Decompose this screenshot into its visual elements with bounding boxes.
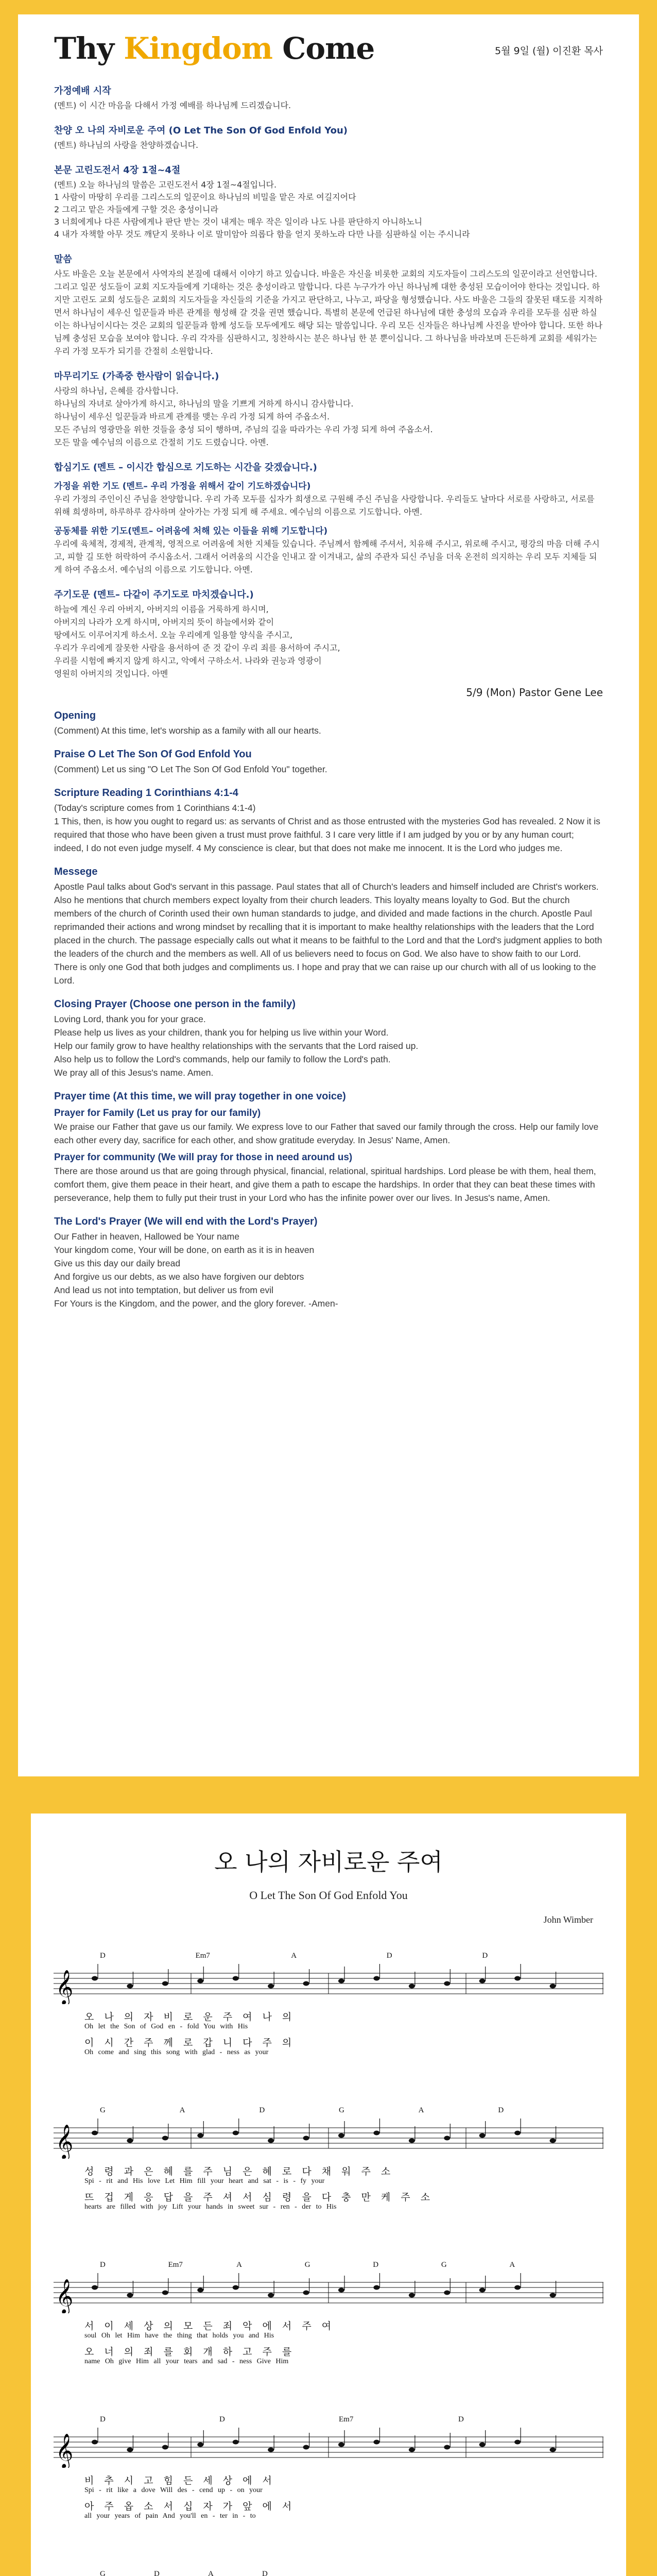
- song-composer: John Wimber: [543, 1914, 593, 1925]
- note-head: [92, 2131, 98, 2136]
- en-closing-line: Please help us lives as your children, thank you for helping us live within your Word.: [54, 1027, 389, 1038]
- staff: [54, 1963, 603, 2004]
- note-head: [514, 2440, 521, 2445]
- note-head: [92, 2440, 98, 2445]
- ko-scripture-title: 본문 고린도전서 4장 1절~4절: [54, 165, 181, 176]
- ko-scripture: [54, 163, 603, 241]
- song-subtitle: O Let The Son Of God Enfold You: [249, 1889, 408, 1902]
- en-praise-title: Praise O Let The Son Of God Enfold You: [54, 749, 252, 760]
- en-opening-text: (Comment) At this time, let's worship as a family with all our hearts.: [54, 725, 321, 736]
- ko-family-title: 가정을 위한 기도 (멘트– 우리 가정을 위해서 같이 기도하겠습니다): [54, 481, 311, 492]
- note-head: [444, 2136, 450, 2141]
- en-lords-line: For Yours is the Kingdom, and the power, and the glory forever. -Amen-: [54, 1298, 338, 1309]
- note-head: [197, 1979, 203, 1984]
- note-head: [92, 2285, 98, 2290]
- chord-symbol: A: [418, 2106, 424, 2114]
- note-head: [479, 2288, 486, 2293]
- en-time-title: Prayer time (At this time, we will pray together in one voice): [54, 1091, 346, 1102]
- chord-symbol: G: [304, 2261, 310, 2269]
- note-head: [197, 2133, 203, 2138]
- note-head: [127, 2448, 133, 2452]
- en-scripture-line: 1 This, then, is how you ought to regard us: as servants of Christ and as those entrusted with the mysteries God has revealed. 2 Now it is required that those who have been given a trust must prove faithful. 3 I care very little if I am judged by you or by any human court; indeed, I do not even judge myself. 4 My conscience is clear, but that does not make me innocent. It is the Lord who judges me.: [54, 816, 600, 853]
- ko-lords-line: 영원히 아버지의 것입니다. 아멘: [54, 669, 168, 679]
- note-head: [338, 2288, 344, 2293]
- en-community-title: Prayer for community (We will pray for those in need around us): [54, 1152, 353, 1163]
- en-family-text: We praise our Father that gave us our family. We express love to our Father that saved our family through the cross. Help our family love each other every day, sacrifice for each other, and show gratitude everyday. In Jesus' Name, Amen.: [54, 1122, 599, 1145]
- lyric-english-2: all your years of pain And you'll en - ter in - to: [84, 2512, 256, 2520]
- note-head: [303, 2136, 309, 2141]
- ko-lords-title: 주기도문 (멘트– 다같이 주기도로 마치겠습니다.): [54, 589, 254, 600]
- note-head: [550, 2448, 556, 2452]
- lyric-korean-2: 이 시 간 주 께 로 갑 니 다 주 의: [84, 2037, 292, 2048]
- note-head: [233, 2131, 239, 2136]
- ko-message-text: 사도 바울은 오늘 본문에서 사역자의 본질에 대해서 이야기 하고 있습니다. 바울은 자신을 비롯한 교회의 지도자들이 그리스도의 일꾼이라고 선언합니다. 그리고 일꾼 성도들이 교회 지도자들에게 기대하는 것은 충성이라고 말합니다. 다른 누구가가 아닌 하나님께 대한 충성된 모습이어야 한다는 것입니다. 하지만 고린도 교회 성도들은 교회의 지도자들을 자신들의 기준을 가지고 판단하고, 나누고, 파당을 형성했습니다. 사도 바울은 그들의 잘못된 태도를 지적하면서 하나님이 세우신 일꾼들과 바른 관계를 형성해 갈 것을 권면 했습니다. 특별히 본문에 언급된 하나님에 대한 충성의 모습과 우리를 모두를 심판 하실 이는 하나님이시다는 것은 교회의 일꾼들과 함께 성도들 모두에게도 해당 되는 말씀입니다. 우리 모든 신자들은 하나님께 사진을 받아야 합니다. 또한 하나님께 충성된 모습을 보여야 합니다. 우리 각자를 심판하시고, 칭찬하시는 분은 하나님 한 분 뿐이십니다. 그 하나님을 바라보며 든든하게 교회를 세워가는 우리 가정 모두가 되기를 간절히 소원합니다.: [54, 269, 603, 356]
- note-head: [233, 2285, 239, 2290]
- ko-praise: [54, 123, 603, 151]
- en-closing-title: Closing Prayer (Choose one person in the family): [54, 998, 296, 1010]
- note-head: [409, 1984, 415, 1989]
- note-head: [127, 2293, 133, 2298]
- en-lords-title: The Lord's Prayer (We will end with the Lord's Prayer): [54, 1216, 318, 1227]
- chord-symbol: A: [208, 2570, 214, 2576]
- date-pastor: 5월 9일 (월) 이진환 목사: [495, 45, 603, 57]
- ko-closing-prayer: [54, 369, 603, 449]
- note-head: [162, 2291, 168, 2295]
- chord-symbol: D: [498, 2106, 504, 2114]
- note-head: [409, 2448, 415, 2452]
- note-head: [338, 1979, 344, 1984]
- ko-verse: 2 그리고 맡은 자들에게 구할 것은 충성이니라: [54, 205, 218, 214]
- devotional-card: [18, 14, 639, 1776]
- staff: [54, 2272, 603, 2313]
- en-lords-line: And lead us not into temptation, but deliver us from evil: [54, 1285, 274, 1295]
- note-head: [268, 1984, 274, 1989]
- english-section: [54, 710, 603, 1310]
- korean-section: [54, 83, 603, 680]
- note-head: [268, 2139, 274, 2143]
- en-lords-line: And forgive us our debts, as we also have forgiven our debtors: [54, 1272, 304, 1282]
- note-head: [268, 2293, 274, 2298]
- treble-clef-icon: 𝄞: [56, 2124, 74, 2159]
- ko-lords-line: 아버지의 나라가 오게 하시며, 아버지의 뜻이 하늘에서와 같이: [54, 617, 274, 627]
- note-head: [550, 2139, 556, 2143]
- en-message: [54, 866, 603, 987]
- ko-lords-line: 하늘에 계신 우리 아버지, 아버지의 이름을 거룩하게 하시며,: [54, 604, 269, 614]
- ko-prayer-line: 하나님이 세우신 일꾼들과 바르게 관계를 맺는 우리 가정 되게 하여 주옵소서.: [54, 412, 330, 421]
- note-head: [550, 2293, 556, 2298]
- music-system: [54, 2566, 603, 2576]
- lyric-korean-2: 뜨 겁 게 응 답 을 주 셔 서 심 령 을 다 충 만 케 주 소: [84, 2192, 430, 2203]
- note-head: [479, 2443, 486, 2447]
- music-system: [54, 2411, 603, 2550]
- staff: [54, 2427, 603, 2468]
- chord-symbol: Em7: [168, 2261, 183, 2269]
- en-message-text: Apostle Paul talks about God's servant in this passage. Paul states that all of Church's leaders and himself included are Christ's workers. Also he mentions that church members expect loyalty from their church leaders. This loyalty means loyalty to God. But the church members of the church of Corinth used their own human standards to judge, and divided and made factions in the church. Apostle Paul reprimanded their actions and wrong mindset by recalling that it is important to make healthy relationships with the leaders that the Lord placed in the church. The passage especially calls out what it means to be faithful to the Lord and that the Lord's judgment applies to both the leaders of the church and the members as well. All of us believers need to focus on God. We also have to show faith to our Lord. There is only one God that both judges and compliments us. I hope and pray that we can raise up our church with all of us looking to the Lord.: [54, 882, 602, 986]
- en-scripture-title: Scripture Reading 1 Corinthians 4:1-4: [54, 787, 238, 799]
- en-praise-text: (Comment) Let us sing "O Let The Son Of God Enfold You" together.: [54, 764, 327, 774]
- chord-symbol: D: [100, 2261, 106, 2269]
- note-head: [444, 2291, 450, 2295]
- lyric-english-1: soul Oh let Him have the thing that holds you and His: [84, 2332, 274, 2340]
- chord-symbol: G: [441, 2261, 447, 2269]
- ko-prayer-line: 사랑의 하나님, 은혜를 감사합니다.: [54, 386, 179, 396]
- ko-community-text: 우리에 육체적, 경제적, 관계적, 영적으로 어려움에 처한 지체들 있습니다. 주님께서 함께해 주셔서, 치유해 주시고, 위로해 주시고, 평강의 마음 더해 주시고, 피할 길 또한 허락하여 주시옵소서. 그래서 어려움의 시간을 인내고 잘 이겨내고, 삶의 주관자 되신 주님을 더욱 온전히 의지하는 우리 모두 지체들 되게 하여 주옵소서. 예수님의 이름으로 기도합니다. 아멘.: [54, 539, 600, 574]
- en-lords-line: Give us this day our daily bread: [54, 1258, 181, 1268]
- chord-symbol: A: [179, 2106, 185, 2114]
- note-head: [338, 2443, 344, 2447]
- note-head: [127, 2139, 133, 2143]
- en-opening: [54, 710, 603, 737]
- ko-message: [54, 252, 603, 358]
- ko-opening-title: 가정예배 시작: [54, 86, 111, 96]
- brand-come: Come: [272, 31, 375, 66]
- ko-opening-text: (멘트) 이 시간 마음을 다해서 가정 예배를 하나님께 드리겠습니다.: [54, 100, 291, 110]
- ko-prayer-line: 하나님의 자녀로 살아가게 하시고, 하나님의 말을 기쁘게 거하게 하시니 감사합니다.: [54, 399, 354, 409]
- note-head: [233, 1976, 239, 1981]
- chord-symbol: Em7: [195, 1952, 210, 1960]
- header: [54, 31, 603, 72]
- chord-symbol: A: [291, 1952, 297, 1960]
- ko-family-text: 우리 가정의 주인이신 주님을 찬양합니다. 우리 가족 모두를 십자가 희생으로 구원해 주신 주님을 사랑합니다. 우리들도 날마다 서로를 사랑하고, 서로를 위해 희생하며, 하루하루 감사하며 살아가는 가정 되게 해 주세요. 예수님의 이름으로 기도합니다. 아멘.: [54, 494, 595, 517]
- note-head: [373, 2440, 379, 2445]
- lyric-english-2: name Oh give Him all your tears and sad - ness Give Him: [84, 2358, 289, 2365]
- note-head: [479, 1979, 486, 1984]
- lyric-korean-1: 성 령 과 은 혜 를 주 님 은 혜 로 다 채 워 주 소: [84, 2166, 391, 2177]
- chord-symbol: D: [100, 2415, 106, 2424]
- en-lords-line: Our Father in heaven, Hallowed be Your name: [54, 1231, 239, 1242]
- note-head: [197, 2443, 203, 2447]
- ko-lords-line: 우리를 시험에 빠지지 않게 하시고, 악에서 구하소서. 나라와 권능과 영광이: [54, 656, 322, 666]
- en-family-title: Prayer for Family (Let us pray for our family): [54, 1108, 261, 1118]
- en-closing-line: Loving Lord, thank you for your grace.: [54, 1014, 206, 1024]
- chord-symbol: G: [100, 2106, 106, 2114]
- treble-clef-icon: 𝄞: [56, 2278, 74, 2313]
- ko-verse: 3 너희에게나 다른 사람에게나 판단 받는 것이 내게는 매우 작은 일이라 나도 나를 판단하지 아니하노니: [54, 217, 423, 227]
- ko-lords-line: 땅에서도 이루어지게 하소서. 오늘 우리에게 일용할 양식을 주시고,: [54, 630, 293, 640]
- lyric-english-1: Oh let the Son of God en - fold You with His: [84, 2023, 248, 2030]
- ko-prayer-line: 모든 주님의 영광만을 위한 것들을 충성 되이 행하며, 주님의 길을 따라가는 우리 가정 되게 하여 주옵소서.: [54, 425, 433, 434]
- ko-scripture-intro: (멘트) 오늘 하나님의 말씀은 고린도전서 4장 1절~4절입니다.: [54, 180, 277, 190]
- brand-title: [54, 31, 374, 66]
- chord-symbol: G: [100, 2570, 106, 2576]
- ko-lords-prayer: [54, 587, 603, 680]
- ko-verse-list: [54, 191, 603, 241]
- note-head: [268, 2448, 274, 2452]
- lyric-english-2: hearts are filled with joy Lift your hands in sweet sur - ren - der to His: [84, 2203, 337, 2211]
- ko-prayer-title: 마무리기도 (가족중 한사람이 읽습니다.): [54, 371, 219, 382]
- music-system: [54, 2257, 603, 2396]
- ko-community-title: 공동체를 위한 기도(멘트– 어려움에 처해 있는 이들을 위해 기도합니다): [54, 526, 328, 536]
- note-head: [127, 1984, 133, 1989]
- ko-verse: 4 내가 자책할 아무 것도 깨닫지 못하나 이로 말미암아 의롭다 함을 얻지 못하노라 다만 나를 심판하실 이는 주시니라: [54, 229, 470, 239]
- brand-thy: Thy: [54, 31, 124, 66]
- chord-symbol: Em7: [339, 2415, 354, 2424]
- lyric-korean-1: 서 이 세 상 의 모 든 죄 악 에 서 주 여: [84, 2320, 332, 2332]
- en-closing-prayer: [54, 998, 603, 1079]
- chord-symbol: D: [262, 2570, 268, 2576]
- ko-opening: [54, 83, 603, 112]
- note-head: [303, 1981, 309, 1986]
- note-head: [197, 2288, 203, 2293]
- note-head: [162, 2136, 168, 2141]
- note-head: [373, 2285, 379, 2290]
- en-closing-line: We pray all of this Jesus's name. Amen.: [54, 1067, 214, 1078]
- note-head: [514, 1976, 521, 1981]
- note-head: [338, 2133, 344, 2138]
- en-community-text: There are those around us that are going through physical, financial, relational, spiritual hardships. Lord please be with them, heal them, comfort them, give them peace in their heart, and give them a path to escape the hardships. In order that they can beat these times with perseverance, help them to fully put their trust in your Lord who has the infinite power over our lives. In Jesus's name, Amen.: [54, 1166, 596, 1203]
- note-head: [303, 2445, 309, 2450]
- en-lords-line: Your kingdom come, Your will be done, on earth as it is in heaven: [54, 1245, 315, 1255]
- sheet-music: [31, 1814, 626, 2576]
- staff: [54, 2117, 603, 2159]
- lyric-korean-1: 오 나 의 자 비 로 운 주 여 나 의: [84, 2011, 292, 2023]
- ko-praise-title: 찬양 오 나의 자비로운 주여 (O Let The Son Of God Enfold You): [54, 125, 348, 136]
- chord-symbol: D: [482, 1952, 488, 1960]
- note-head: [303, 2291, 309, 2295]
- note-head: [409, 2293, 415, 2298]
- ko-joint-prayer: [54, 460, 603, 576]
- note-head: [92, 1976, 98, 1981]
- treble-clef-icon: 𝄞: [56, 2433, 74, 2468]
- brand-kingdom: Kingdom: [124, 31, 273, 66]
- chord-symbol: G: [339, 2106, 344, 2114]
- note-head: [444, 1981, 450, 1986]
- en-scripture-line: (Today's scripture comes from 1 Corinthians 4:1-4): [54, 803, 256, 813]
- ko-prayer-line: 모든 말을 예수님의 이름으로 간절히 기도 드렸습니다. 아멘.: [54, 437, 269, 447]
- note-head: [373, 2131, 379, 2136]
- pastor-signature: 5/9 (Mon) Pastor Gene Lee: [466, 686, 603, 699]
- music-system: [54, 1947, 603, 2087]
- music-system: [54, 2102, 603, 2241]
- lyric-english-1: Spi - rit and His love Let Him fill your heart and sat - is - fy your: [84, 2177, 325, 2185]
- note-head: [162, 2445, 168, 2450]
- chord-symbol: D: [458, 2415, 464, 2424]
- en-prayer-time: [54, 1091, 603, 1205]
- lyric-korean-2: 아 주 옵 소 서 십 자 가 앞 에 서: [84, 2501, 292, 2512]
- chord-symbol: A: [509, 2261, 515, 2269]
- ko-verse: 1 사람이 마땅히 우리를 그리스도의 일꾼이요 하나님의 비밀을 맡은 자로 여길지어다: [54, 192, 356, 202]
- lyric-korean-1: 비 추 시 고 힘 든 세 상 에 서: [84, 2475, 272, 2486]
- chord-symbol: D: [259, 2106, 265, 2114]
- chord-symbol: D: [219, 2415, 225, 2424]
- note-head: [514, 2285, 521, 2290]
- en-lords-prayer: [54, 1216, 603, 1310]
- lyric-english-1: Spi - rit like a dove Will des - cend up - on your: [84, 2486, 263, 2494]
- ko-message-title: 말씀: [54, 254, 72, 265]
- chord-symbol: D: [100, 1952, 106, 1960]
- note-head: [550, 1984, 556, 1989]
- note-head: [409, 2139, 415, 2143]
- en-praise: [54, 749, 603, 776]
- note-head: [479, 2133, 486, 2138]
- ko-praise-text: (멘트) 하나님의 사랑을 찬양하겠습니다.: [54, 140, 199, 150]
- chord-symbol: D: [154, 2570, 160, 2576]
- song-title: 오 나의 자비로운 주여: [214, 1848, 443, 1876]
- note-head: [373, 1976, 379, 1981]
- lyric-korean-2: 오 너 의 죄 를 회 개 하 고 주 를: [84, 2346, 292, 2358]
- ko-joint-title: 합심기도 (멘트 – 이시간 합심으로 기도하는 시간을 갖겠습니다.): [54, 462, 317, 473]
- chord-symbol: A: [236, 2261, 242, 2269]
- note-head: [444, 2445, 450, 2450]
- en-message-title: Messege: [54, 866, 98, 877]
- chord-symbol: D: [386, 1952, 392, 1960]
- en-scripture: [54, 787, 603, 855]
- note-head: [233, 2440, 239, 2445]
- ko-lords-line: 우리가 우리에게 잘못한 사람을 용서하여 준 것 같이 우리 죄를 용서하여 주시고,: [54, 643, 340, 653]
- treble-clef-icon: 𝄞: [56, 1969, 74, 2004]
- note-head: [162, 1981, 168, 1986]
- chord-symbol: D: [373, 2261, 379, 2269]
- en-closing-line: Help our family grow to have healthy relationships with the servants that the Lord raised up.: [54, 1041, 419, 1051]
- lyric-english-2: Oh come and sing this song with glad - ness as your: [84, 2048, 269, 2056]
- en-opening-title: Opening: [54, 710, 96, 721]
- note-head: [514, 2131, 521, 2136]
- en-closing-line: Also help us to follow the Lord's commands, help our family to follow the Lord's path.: [54, 1054, 391, 1064]
